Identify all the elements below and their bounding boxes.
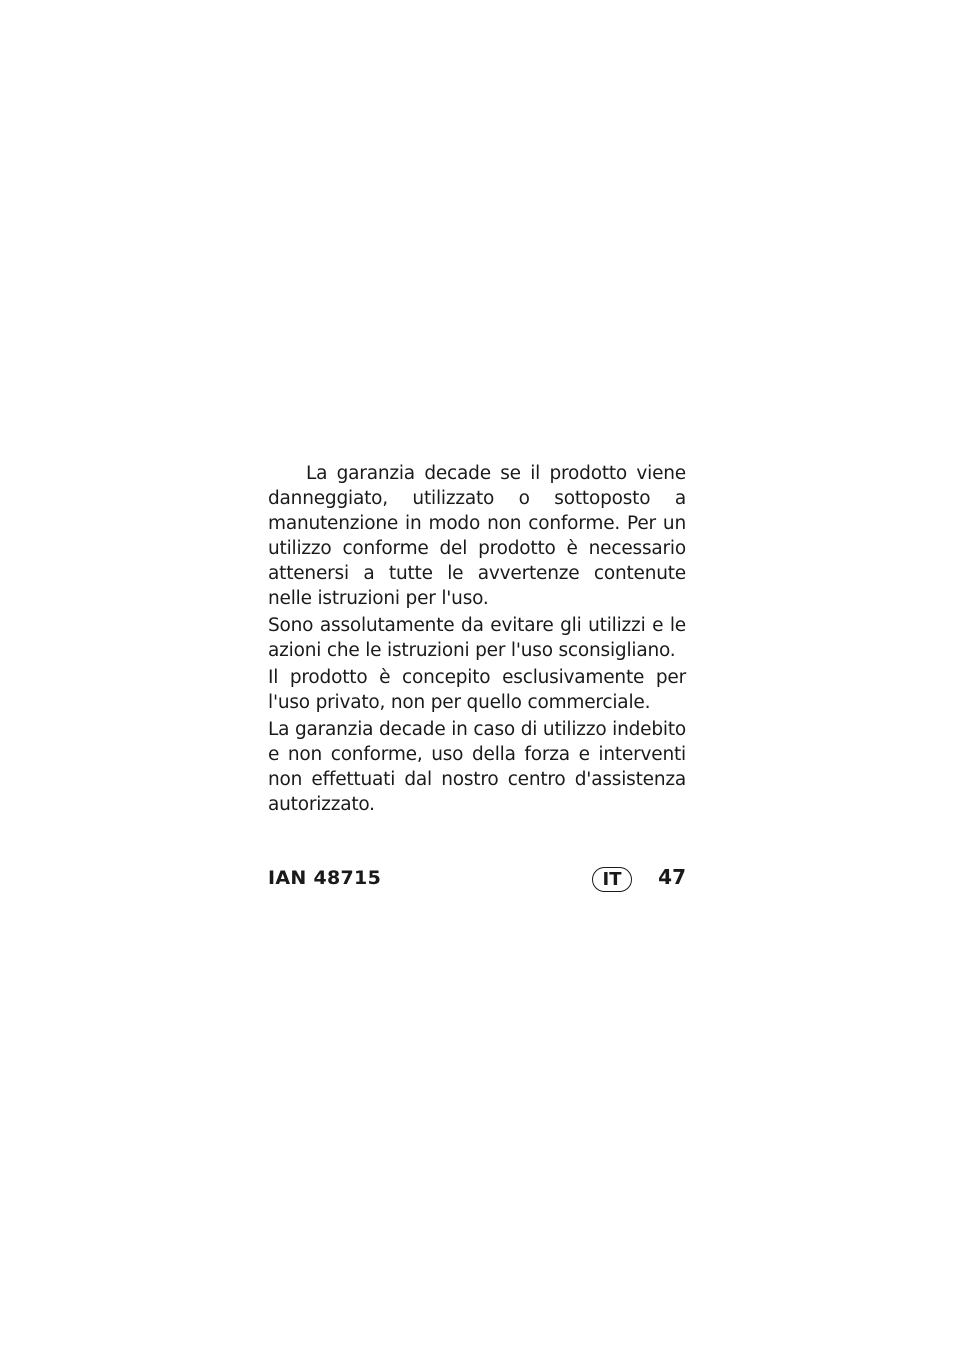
page-number: 47 <box>658 865 686 889</box>
paragraph-avoid-uses: Sono assolutamente da evitare gli utilizzi e le azioni che le istruzioni per l'uso sconsigliano. <box>268 615 686 661</box>
ian-number: IAN 48715 <box>268 867 382 889</box>
paragraph-warranty-void: La garanzia decade se il prodotto viene danneggiato, utilizzato o sottoposto a manutenzione in modo non conforme. Per un utilizzo conforme del prodotto è necessario attenersi a tutte le avvertenze contenute nelle istruzioni per l'uso. <box>268 463 686 609</box>
paragraph-private-use: Il prodotto è concepito esclusivamente per l'uso privato, non per quello commerciale. <box>268 667 686 713</box>
paragraph-improper-use: La garanzia decade in caso di utilizzo indebito e non conforme, uso della forza e interventi non effettuati dal nostro centro d'assistenza autorizzato. <box>268 719 686 815</box>
page-footer <box>268 863 686 897</box>
warranty-text <box>268 461 686 819</box>
language-badge: IT <box>592 867 632 892</box>
